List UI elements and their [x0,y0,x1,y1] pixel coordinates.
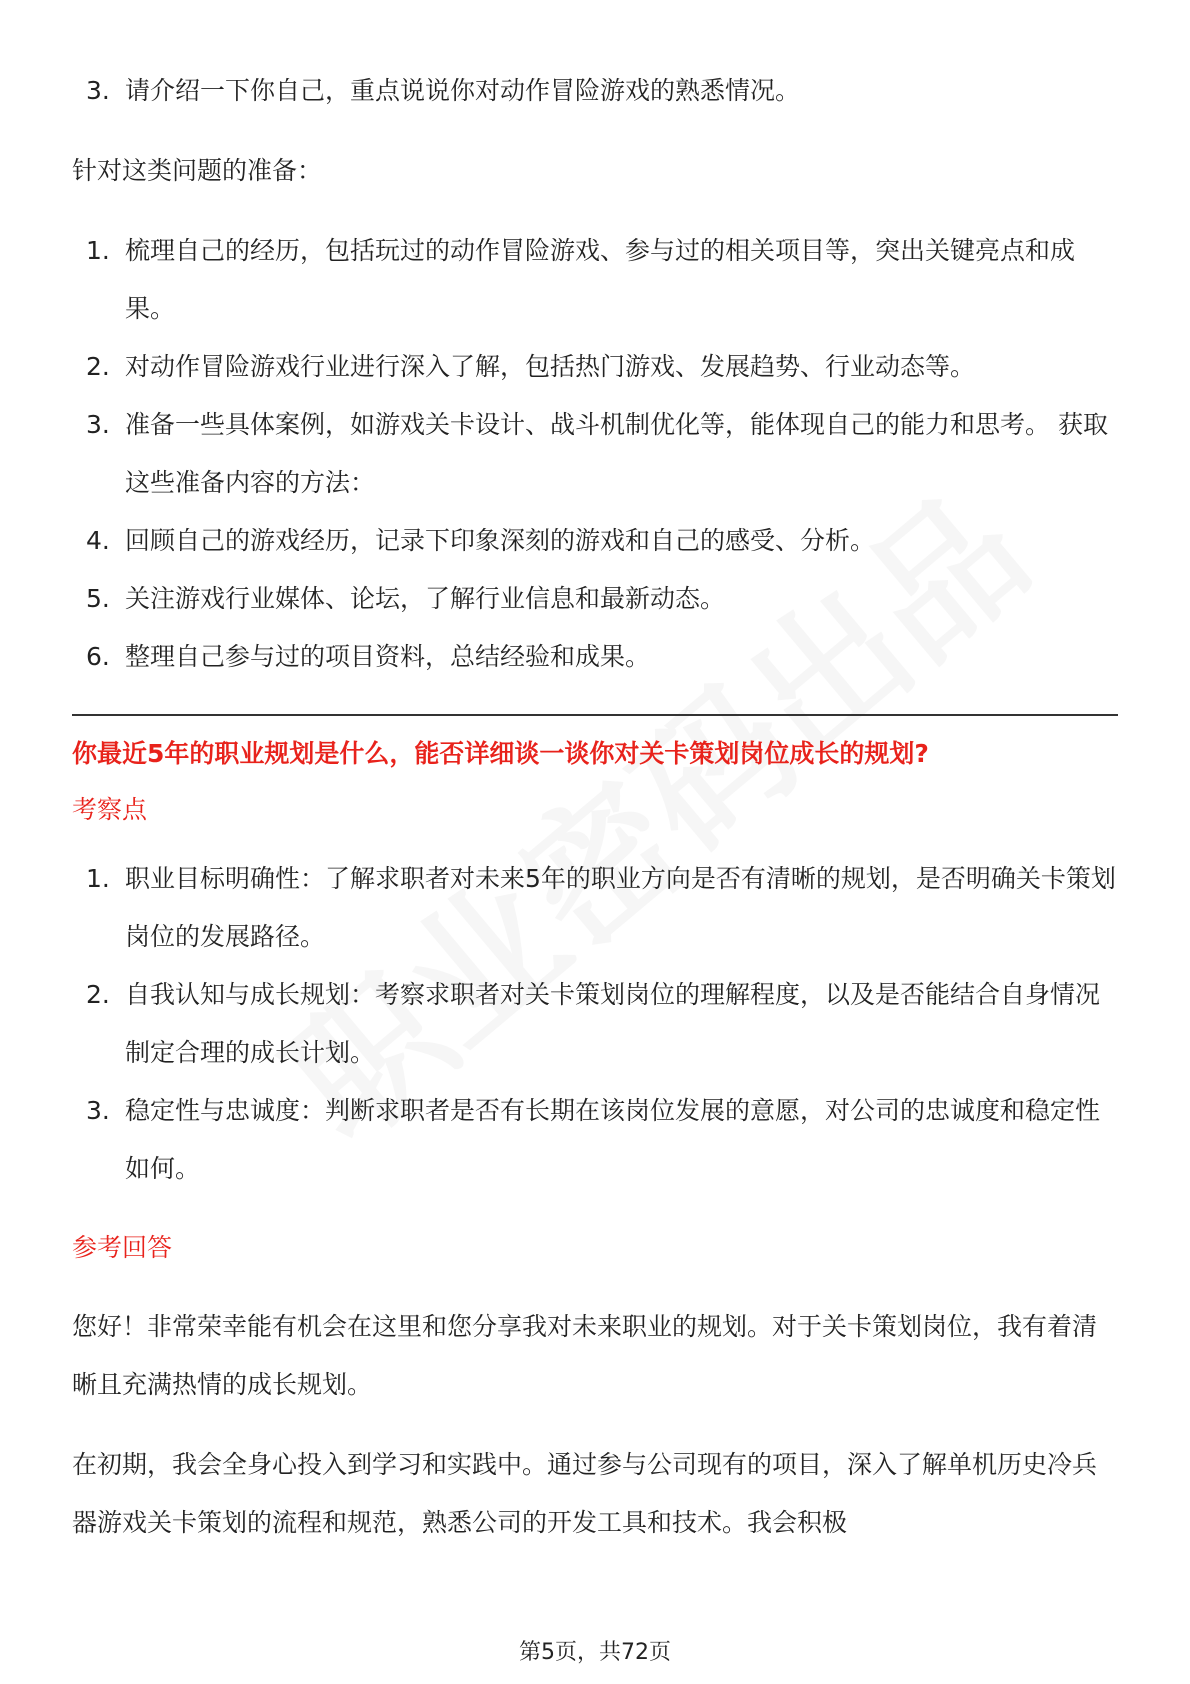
answer-paragraph: 在初期，我会全身心投入到学习和实践中。通过参与公司现有的项目，深入了解单机历史冷兵器游戏关卡策划的流程和规范，熟悉公司的开发工具和技术。我会积极 [72,1450,1098,1537]
page-content [72,62,1118,1552]
list-number: 3. [86,76,110,105]
list-text: 梳理自己的经历，包括玩过的动作冒险游戏、参与过的相关项目等，突出关键亮点和成果。 [125,236,1076,323]
list-item [72,222,1118,338]
list-item [72,966,1118,1082]
list-number: 4. [86,526,110,555]
list-number: 2. [86,352,110,381]
list-text: 稳定性与忠诚度：判断求职者是否有长期在该岗位发展的意愿，对公司的忠诚度和稳定性如何。 [125,1096,1101,1183]
answer-heading: 参考回答 [72,1233,173,1262]
list-number: 5. [86,584,110,613]
list-number: 3. [86,1096,110,1125]
list-item [72,338,1118,396]
question-title: 你最近5年的职业规划是什么，能否详细谈一谈你对关卡策划岗位成长的规划? [72,739,929,768]
list-text: 对动作冒险游戏行业进行深入了解，包括热门游戏、发展趋势、行业动态等。 [125,352,976,381]
list-text: 职业目标明确性：了解求职者对未来5年的职业方向是否有清晰的规划，是否明确关卡策划岗位的发展路径。 [125,864,1116,951]
examine-list [72,850,1118,1198]
prep-heading: 针对这类问题的准备： [72,156,323,185]
list-text: 请介绍一下你自己，重点说说你对动作冒险游戏的熟悉情况。 [125,76,801,105]
list-number: 2. [86,980,110,1009]
list-number: 1. [86,864,110,893]
list-text: 整理自己参与过的项目资料，总结经验和成果。 [125,642,651,671]
answer-paragraph: 您好！非常荣幸能有机会在这里和您分享我对未来职业的规划。对于关卡策划岗位，我有着清晰且充满热情的成长规划。 [72,1312,1098,1399]
list-item [72,850,1118,966]
list-text: 回顾自己的游戏经历，记录下印象深刻的游戏和自己的感受、分析。 [125,526,876,555]
page-footer: 第5页，共72页 [519,1640,671,1665]
list-item [72,512,1118,570]
section-divider [72,714,1118,716]
list-text: 准备一些具体案例，如游戏关卡设计、战斗机制优化等，能体现自己的能力和思考。 获取这些准备内容的方法： [125,410,1108,497]
list-item [72,62,1118,120]
list-item [72,396,1118,512]
list-item [72,628,1118,686]
list-item [72,570,1118,628]
list-text: 自我认知与成长规划：考察求职者对关卡策划岗位的理解程度，以及是否能结合自身情况制定合理的成长计划。 [125,980,1101,1067]
list-number: 3. [86,410,110,439]
prep-list [72,222,1118,686]
list-number: 1. [86,236,110,265]
list-item [72,1082,1118,1198]
list-text: 关注游戏行业媒体、论坛，了解行业信息和最新动态。 [125,584,726,613]
examine-heading: 考察点 [72,795,148,824]
question-list [72,62,1118,120]
list-number: 6. [86,642,110,671]
